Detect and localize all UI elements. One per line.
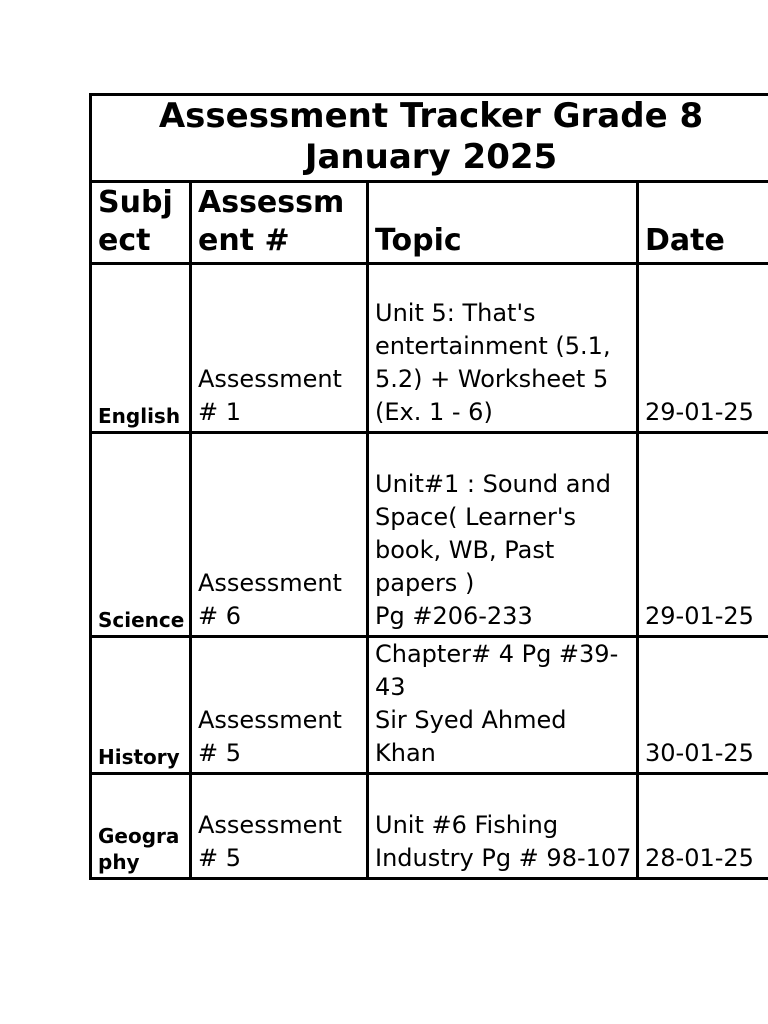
assessment-cell: Assessment # 5 (191, 637, 368, 774)
table-row (91, 637, 768, 774)
topic-cell: Unit 5: That's entertainment (5.1, 5.2) + Worksheet 5 (Ex. 1 - 6) (368, 264, 638, 433)
topic-cell: Chapter# 4 Pg #39-43 Sir Syed Ahmed Khan (368, 637, 638, 774)
date-cell: 29-01-25 (638, 264, 768, 433)
topic-cell: Unit #6 Fishing Industry Pg # 98-107 (368, 774, 638, 879)
title-row (91, 95, 768, 182)
table-row (91, 433, 768, 637)
assessment-cell: Assessment # 6 (191, 433, 368, 637)
column-header-topic: Topic (368, 182, 638, 264)
assessment-cell: Assessment # 5 (191, 774, 368, 879)
date-cell: 29-01-25 (638, 433, 768, 637)
column-header-date: Date (638, 182, 768, 264)
subject-cell: Science (91, 433, 191, 637)
subject-cell: English (91, 264, 191, 433)
assessment-cell: Assessment # 1 (191, 264, 368, 433)
table-row (91, 774, 768, 879)
column-header-assessment: Assessment # (191, 182, 368, 264)
subject-cell: Geography (91, 774, 191, 879)
table-title: Assessment Tracker Grade 8 January 2025 (91, 95, 768, 182)
date-cell: 28-01-25 (638, 774, 768, 879)
assessment-tracker-table (89, 93, 768, 880)
table-row (91, 264, 768, 433)
column-header-subject: Subject (91, 182, 191, 264)
header-row (91, 182, 768, 264)
subject-cell: History (91, 637, 191, 774)
date-cell: 30-01-25 (638, 637, 768, 774)
topic-cell: Unit#1 : Sound and Space( Learner's book, WB, Past papers ) Pg #206-233 (368, 433, 638, 637)
